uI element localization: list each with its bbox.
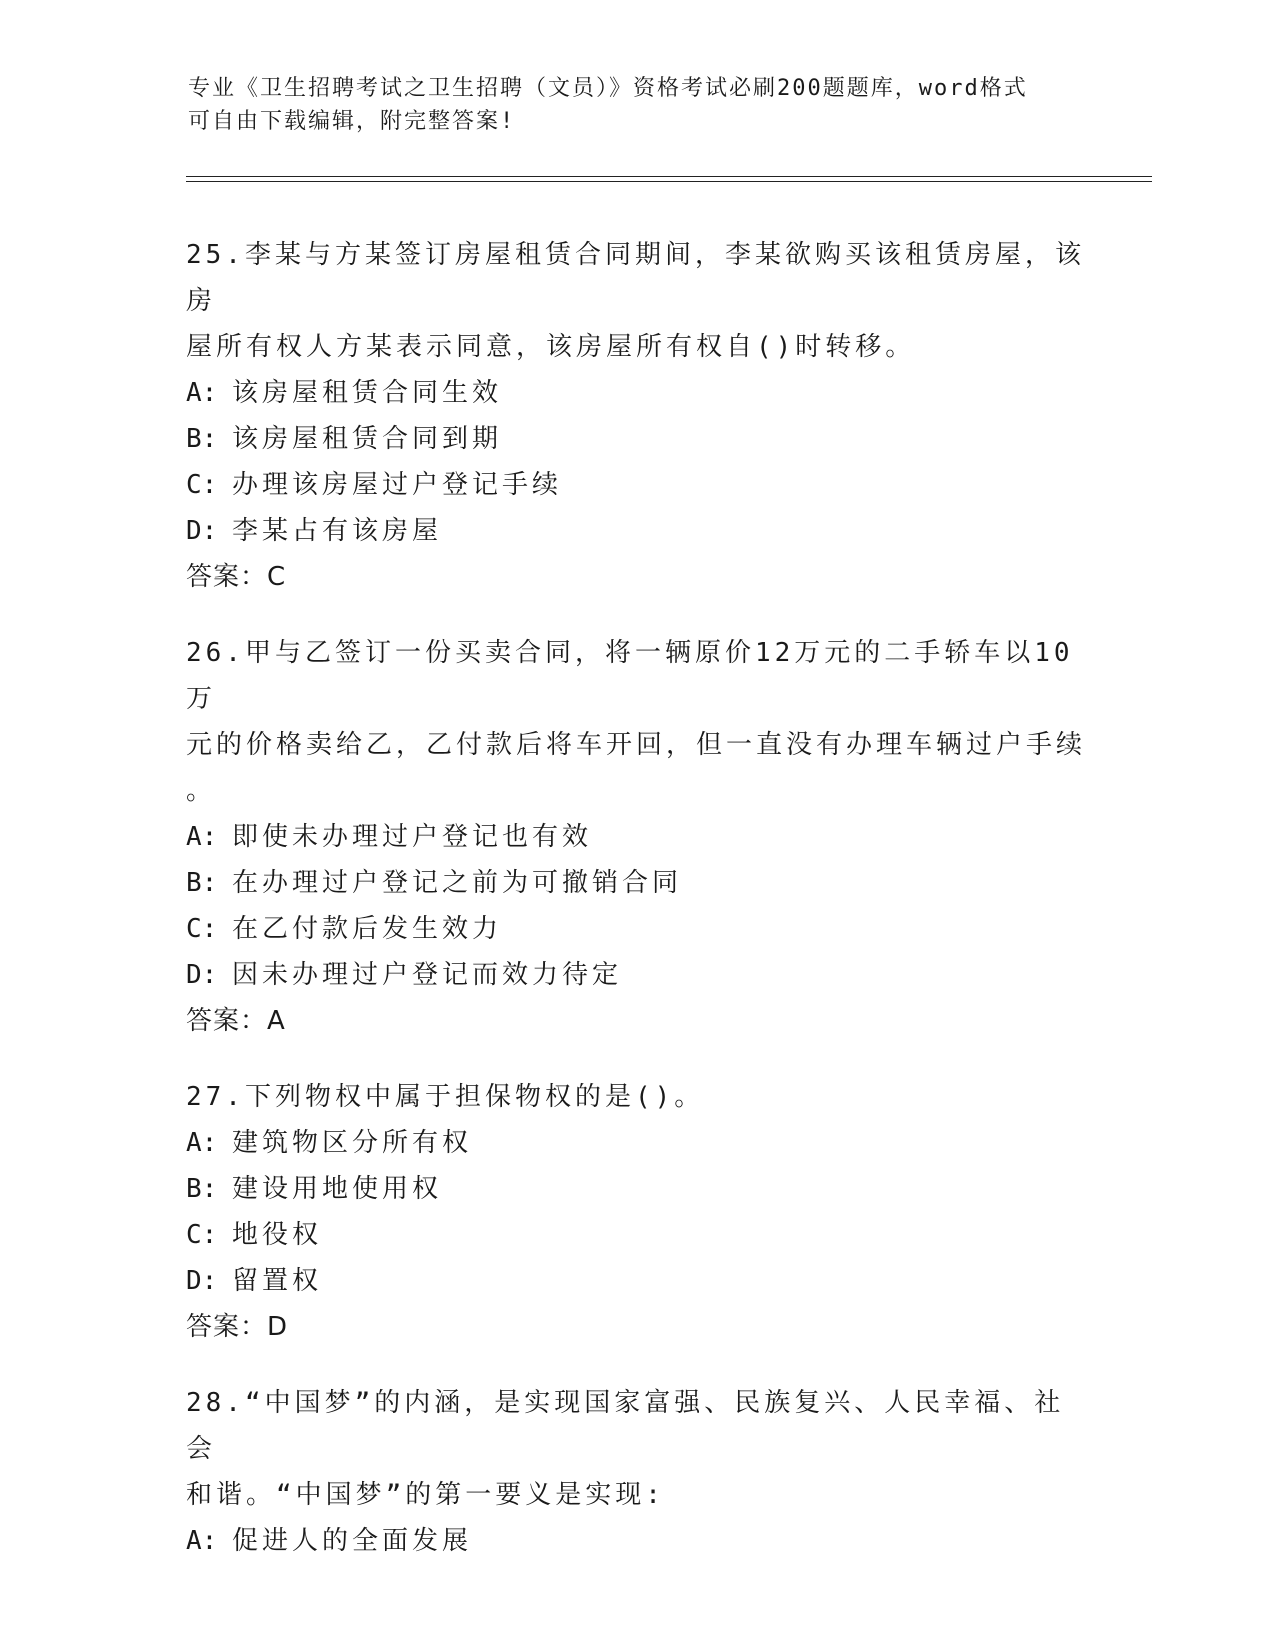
question-list bbox=[186, 232, 1086, 1594]
option-b bbox=[186, 1166, 1086, 1212]
question-stem-line: 元的价格卖给乙，乙付款后将车开回，但一直没有办理车辆过户手续 bbox=[186, 730, 1087, 760]
question-stem-line: 25.李某与方某签订房屋租赁合同期间，李某欲购买该租赁房屋，该房 bbox=[186, 240, 1085, 316]
header-rule-bottom bbox=[186, 181, 1152, 182]
option-letter: B: bbox=[186, 868, 218, 898]
answer-line: 答案：D bbox=[186, 1312, 289, 1342]
option-letter: B: bbox=[186, 424, 218, 454]
option-letter: C: bbox=[186, 470, 218, 500]
option-text: 该房屋租赁合同生效 bbox=[232, 378, 503, 408]
answer-line: 答案：A bbox=[186, 1006, 286, 1036]
document-header bbox=[188, 72, 1068, 138]
option-c bbox=[186, 906, 1086, 952]
option-text: 地役权 bbox=[232, 1220, 323, 1250]
option-text: 在办理过户登记之前为可撤销合同 bbox=[232, 868, 683, 898]
question-28 bbox=[186, 1380, 1086, 1564]
option-letter: A: bbox=[186, 822, 218, 852]
option-text: 因未办理过户登记而效力待定 bbox=[232, 960, 623, 990]
question-25 bbox=[186, 232, 1086, 600]
option-d bbox=[186, 952, 1086, 998]
question-27 bbox=[186, 1074, 1086, 1350]
option-letter: B: bbox=[186, 1174, 218, 1204]
option-text: 李某占有该房屋 bbox=[232, 516, 443, 546]
option-a bbox=[186, 814, 1086, 860]
option-letter: D: bbox=[186, 516, 218, 546]
option-text: 即使未办理过户登记也有效 bbox=[232, 822, 593, 852]
option-c bbox=[186, 462, 1086, 508]
question-stem-line: 。 bbox=[186, 776, 217, 806]
option-letter: A: bbox=[186, 1128, 218, 1158]
option-text: 在乙付款后发生效力 bbox=[232, 914, 503, 944]
option-b bbox=[186, 860, 1086, 906]
option-letter: C: bbox=[186, 914, 218, 944]
option-text: 建筑物区分所有权 bbox=[232, 1128, 473, 1158]
option-text: 建设用地使用权 bbox=[232, 1174, 443, 1204]
option-letter: C: bbox=[186, 1220, 218, 1250]
header-line-2: 可自由下载编辑，附完整答案! bbox=[188, 109, 516, 134]
option-text: 留置权 bbox=[232, 1266, 323, 1296]
option-b bbox=[186, 416, 1086, 462]
option-d bbox=[186, 508, 1086, 554]
question-stem-line: 28.“中国梦”的内涵，是实现国家富强、民族复兴、人民幸福、社会 bbox=[186, 1388, 1065, 1464]
option-text: 促进人的全面发展 bbox=[232, 1526, 473, 1556]
option-text: 办理该房屋过户登记手续 bbox=[232, 470, 563, 500]
question-stem-line: 屋所有权人方某表示同意，该房屋所有权自()时转移。 bbox=[186, 332, 916, 362]
option-a bbox=[186, 1518, 1086, 1564]
option-d bbox=[186, 1258, 1086, 1304]
question-26 bbox=[186, 630, 1086, 1044]
header-rule-top bbox=[186, 176, 1152, 177]
option-letter: A: bbox=[186, 378, 218, 408]
question-stem-line: 和谐。“中国梦”的第一要义是实现: bbox=[186, 1480, 665, 1510]
option-letter: D: bbox=[186, 1266, 218, 1296]
option-letter: A: bbox=[186, 1526, 218, 1556]
header-line-1: 专业《卫生招聘考试之卫生招聘（文员）》资格考试必刷200题题库，word格式 bbox=[188, 76, 1028, 101]
option-text: 该房屋租赁合同到期 bbox=[232, 424, 503, 454]
question-stem-line: 27.下列物权中属于担保物权的是()。 bbox=[186, 1082, 705, 1112]
option-c bbox=[186, 1212, 1086, 1258]
option-a bbox=[186, 1120, 1086, 1166]
option-a bbox=[186, 370, 1086, 416]
option-letter: D: bbox=[186, 960, 218, 990]
question-stem-line: 26.甲与乙签订一份买卖合同，将一辆原价12万元的二手轿车以10万 bbox=[186, 638, 1074, 714]
answer-line: 答案：C bbox=[186, 562, 287, 592]
